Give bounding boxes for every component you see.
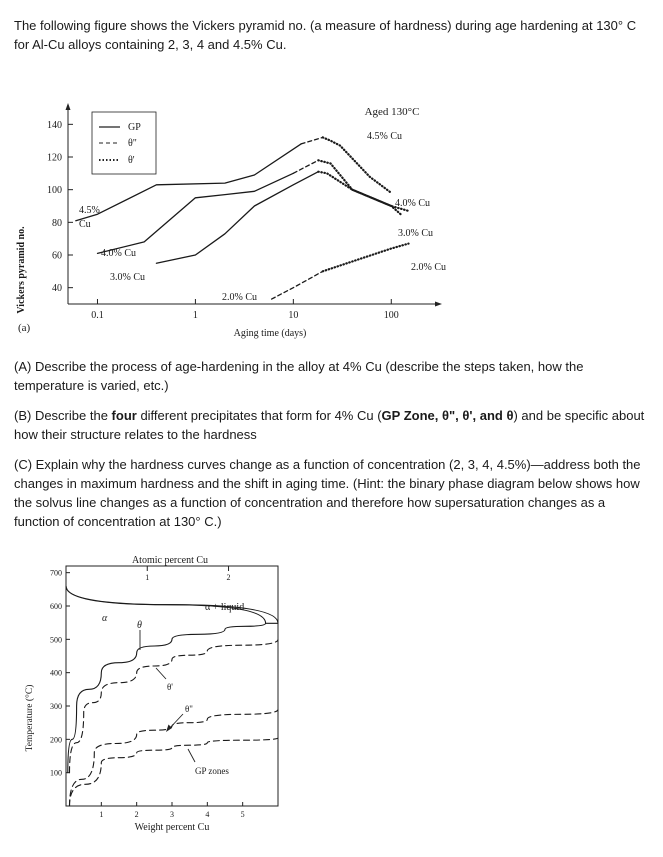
series-3-0-cu-solid [156,172,318,264]
annotation-gp-zones: GP zones [195,766,229,776]
question-b-bold-precipitates: GP Zone, θ", θ', and θ [381,408,514,423]
y-tick-label-80: 80 [52,217,62,229]
chart-title: Aged 130°C [364,106,420,118]
region-theta: θ [137,620,142,631]
annotation-theta-dprime: θ" [185,704,193,714]
curve-label-4-0-cu-label-left: 4.0% Cu [101,248,136,259]
x-tick-label-3: 3 [170,810,174,819]
question-b-text-3: ) and be specific about how their structure relates to the hardness [14,408,645,442]
question-b-text-1: (B) Describe the [14,408,112,423]
annotation-theta-prime: θ' [167,682,173,692]
curve-label-3-0-cu-label-left: 3.0% Cu [110,272,145,283]
legend-label-theta-dprime: θ" [128,138,137,149]
y-tick-label-140: 140 [47,119,62,131]
y-tick-label-40: 40 [52,283,62,295]
hardness-chart [0,90,663,340]
phase-line-gp-zones-solvus [70,738,279,806]
region-alpha: α [102,613,108,624]
x-tick-label-0.1: 0.1 [91,310,104,321]
top-tick-label-1: 1 [145,573,150,582]
curve-label-4-5-cu-label-right: 4.5% Cu [367,131,402,142]
curve-label-2-0-cu-label-right: 2.0% Cu [411,262,446,273]
x-tick-label-1: 1 [192,310,198,321]
theta-prime-pointer-line [156,668,166,679]
x-tick-label-5: 5 [240,810,245,819]
curve-label-4-0-cu-label-right: 4.0% Cu [395,198,430,209]
region-alpha-liquid: α + liquid [205,602,245,613]
y-tick-label-60: 60 [52,250,62,262]
y-tick-label-120: 120 [47,152,62,164]
y-axis-arrow [66,103,71,110]
question-b-bold-four: four [111,408,137,423]
y-tick-label-400: 400 [50,668,62,678]
phase-diagram [0,548,663,857]
legend-label-gp: GP [128,122,141,133]
question-b-text-2: different precipitates that form for 4% Cu ( [136,408,382,423]
y-tick-label-100: 100 [50,768,62,778]
gp-zones-pointer-line [188,749,195,762]
y-tick-label-200: 200 [50,735,62,745]
curve-label-4-5-cu-label-left-2: Cu [79,219,91,230]
x-axis-arrow [435,302,442,307]
top-tick-label-2: 2 [226,573,231,582]
x-tick-label-4: 4 [205,810,210,819]
y-tick-label-500: 500 [50,635,62,645]
x-tick-label-100: 100 [383,310,399,321]
legend [92,112,156,174]
y-tick-label-600: 600 [50,602,62,611]
y-tick-label-300: 300 [50,702,62,711]
curve-label-2-0-cu-label-left: 2.0% Cu [222,292,257,303]
x-axis-label: Aging time (days) [233,328,307,339]
series-2-0-cu-dashed [272,271,323,299]
top-axis-label: Atomic percent Cu [131,555,209,566]
y-tick-label-700: 700 [50,568,62,578]
theta-dprime-arrow-head [166,725,172,733]
question-a: (A) Describe the process of age-hardening in the alloy at 4% Cu (describe the steps taken, how the temperature is varied, etc.) [14,359,584,393]
intro-text: The following figure shows the Vickers pyramid no. (a measure of hardness) during age hardening at 130° C for Al-Cu alloys containing 2, 3, 4 and 4.5% Cu. [14,18,637,52]
x-tick-label-2: 2 [134,810,139,819]
phase-line--solvus [70,639,279,772]
phase-line--solvus [68,623,266,772]
x-tick-label-1: 1 [99,810,104,819]
x-axis-label: Weight percent Cu [134,822,210,833]
series-2-0-cu-dotted [323,244,409,272]
y-tick-label-100: 100 [47,185,62,197]
series-4-5-cu-solid [76,144,301,221]
series-4-5-cu-dashed [301,137,323,144]
panel-label: (a) [18,322,31,334]
series-4-0-cu-solid [98,173,294,253]
curve-label-4-5-cu-label-left: 4.5% [79,205,100,216]
y-axis-label: Vickers pyramid no. [16,226,27,314]
question-c: (C) Explain why the hardness curves change as a function of concentration (2, 3, 4, 4.5%)—address both the changes in maximum hardness and the shift in aging time. (Hint: the binary phase diagram below shows how the solvus line changes as a function of concentration and therefore how supersaturation changes as a function of concentration at 130° C.) [14,457,641,529]
legend-label-theta-prime: θ' [128,155,135,166]
question-b [14,406,654,444]
curve-label-3-0-cu-label-right: 3.0% Cu [398,228,433,239]
y-axis-label: Temperature (°C) [25,684,35,752]
series-4-0-cu-dashed [293,160,318,173]
x-tick-label-10: 10 [288,310,299,321]
